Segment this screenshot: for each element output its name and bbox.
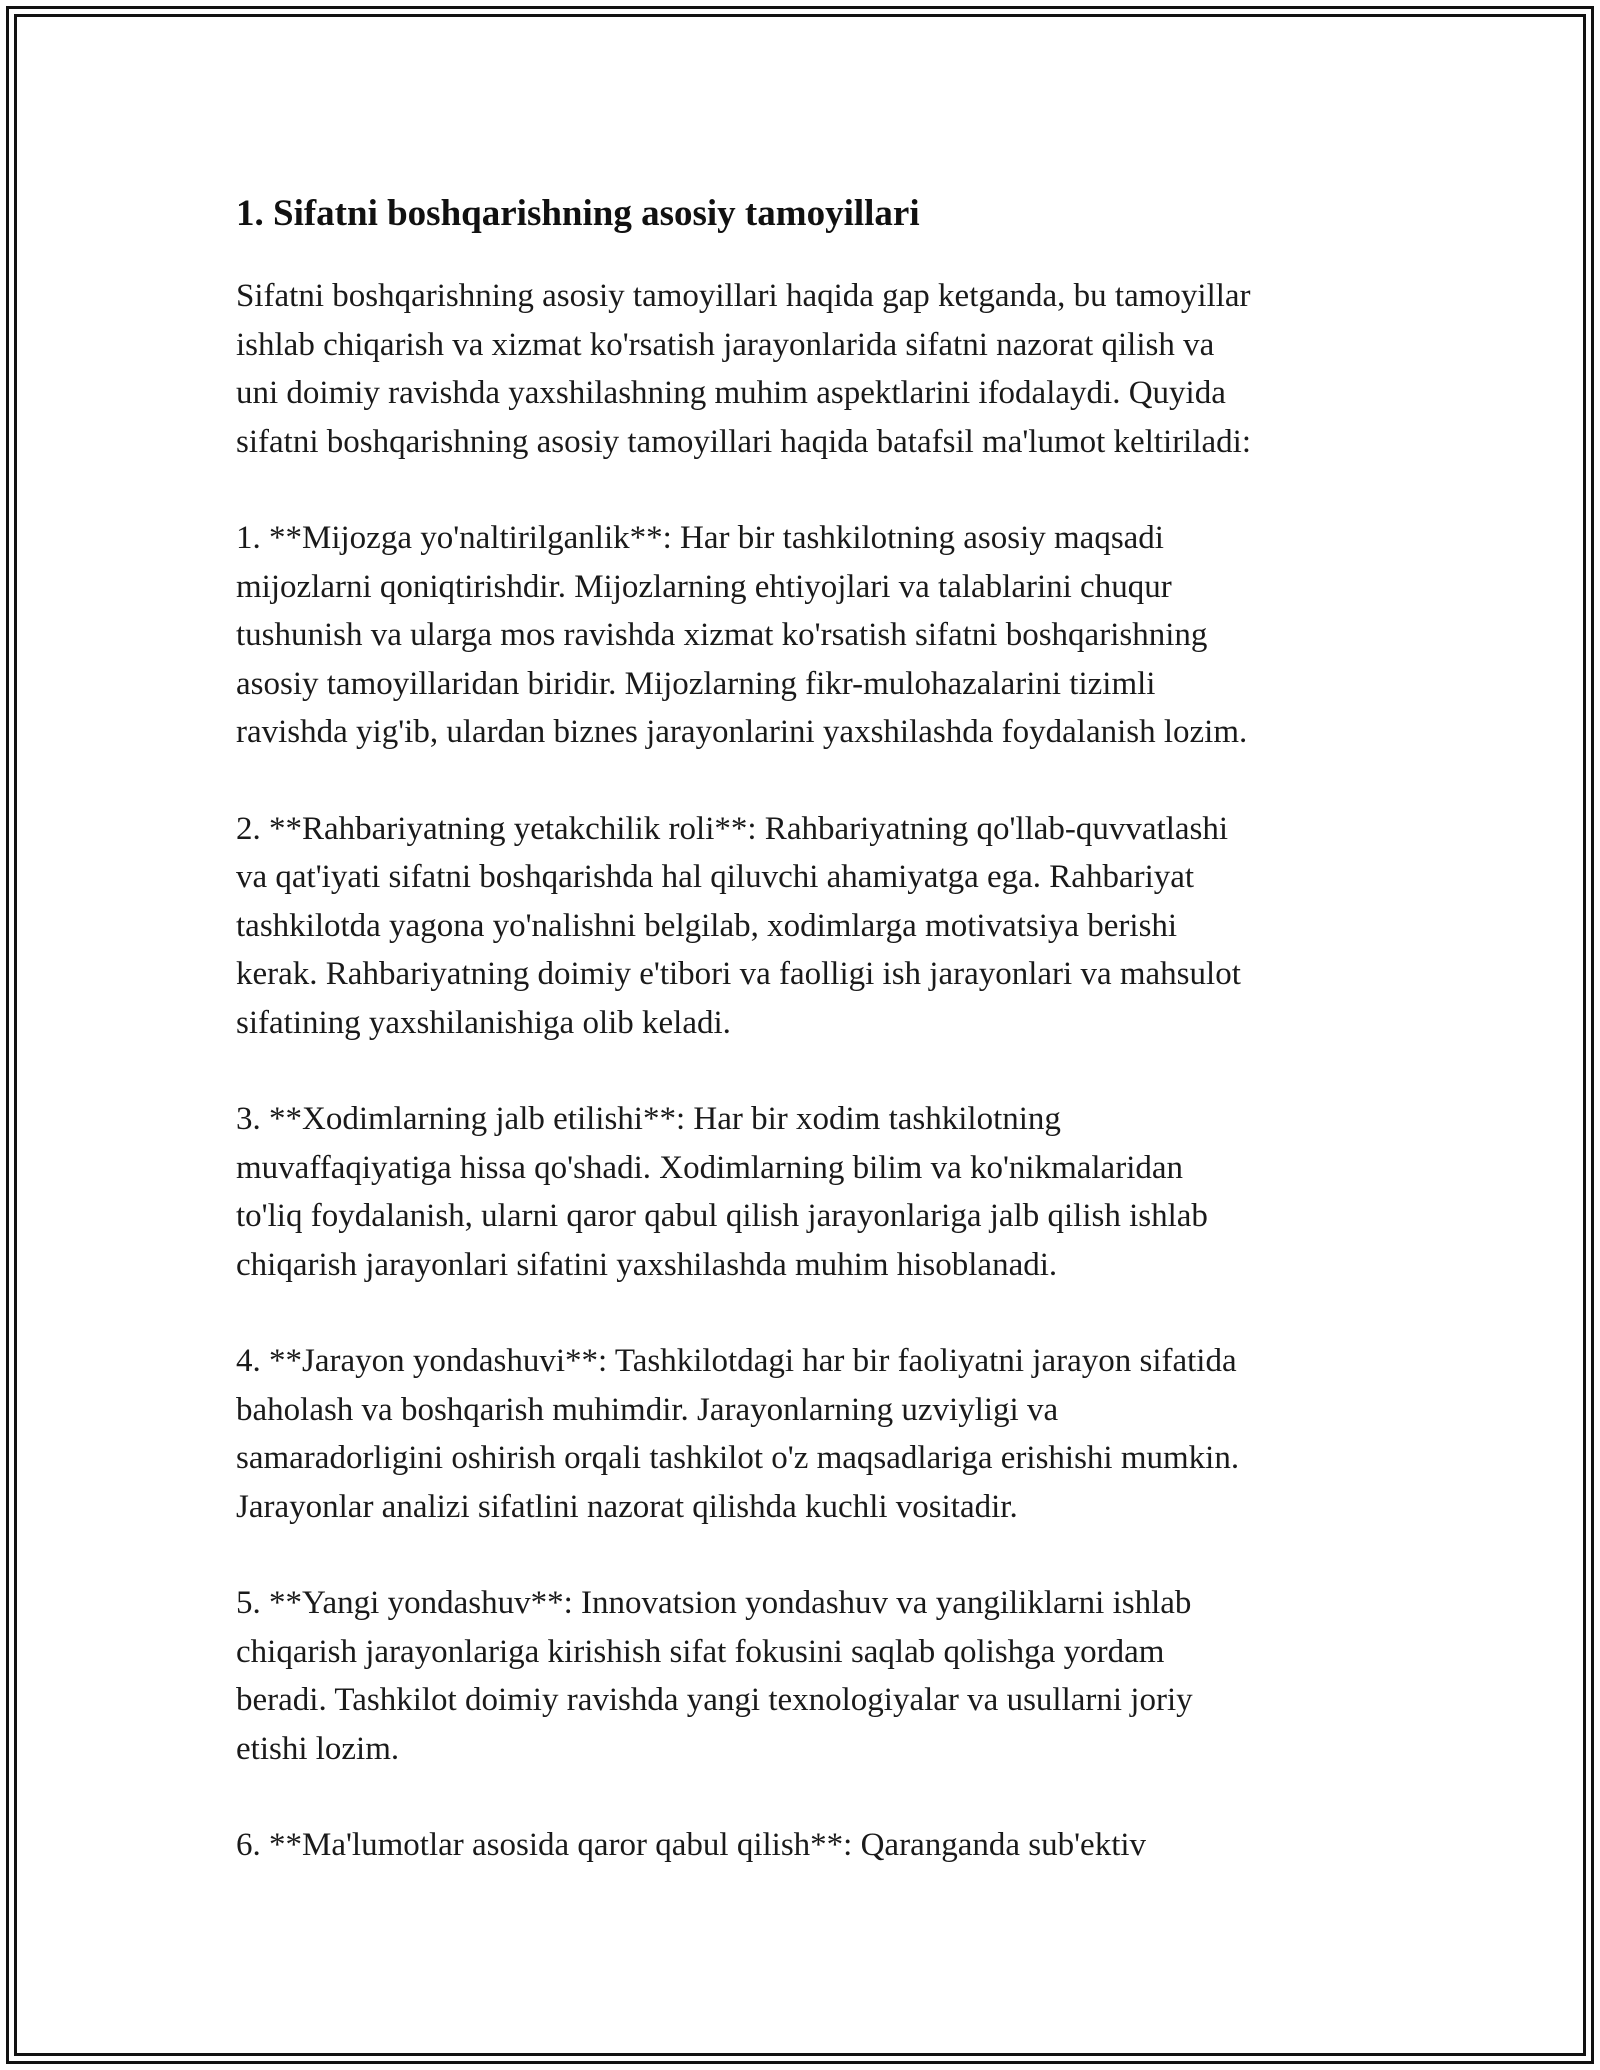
intro-paragraph (236, 272, 1386, 466)
text-line: va qat'iyati sifatni boshqarishda hal qiluvchi ahamiyatga ega. Rahbariyat (236, 859, 1195, 895)
text-line: baholash va boshqarish muhimdir. Jarayonlarning uzviyligi va (236, 1391, 1059, 1428)
text-line: tushunish va ularga mos ravishda xizmat ko'rsatish sifatni boshqarishning (236, 617, 1208, 653)
text-line: asosiy tamoyillaridan biridir. Mijozlarning fikr-mulohazalarini tizimli (236, 665, 1156, 702)
text-line: beradi. Tashkilot doimiy ravishda yangi texnologiyalar va usullarni joriy (236, 1682, 1193, 1718)
section-heading: 1. Sifatni boshqarishning asosiy tamoyillari (236, 193, 920, 234)
text-line: uni doimiy ravishda yaxshilashning muhim aspektlarini ifodalaydi. Quyida (236, 375, 1226, 411)
text-line: mijozlarni qoniqtirishdir. Mijozlarning ehtiyojlari va talablarini chuqur (236, 568, 1172, 605)
principle-3-paragraph (236, 1095, 1386, 1289)
text-line: 6. **Ma'lumotlar asosida qaror qabul qilish**: Qaranganda sub'ektiv (236, 1827, 1147, 1863)
principle-6-paragraph (236, 1821, 1386, 1870)
text-line: ishlab chiqarish va xizmat ko'rsatish jarayonlarida sifatni nazorat qilish va (236, 326, 1215, 363)
text-line: 4. **Jarayon yondashuvi**: Tashkilotdagi har bir faoliyatni jarayon sifatida (236, 1343, 1237, 1379)
text-line: etishi lozim. (236, 1730, 400, 1767)
document-body (236, 186, 1386, 1918)
text-line: samaradorligini oshirish orqali tashkilot o'z maqsadlariga erishishi mumkin. (236, 1440, 1240, 1476)
text-line: chiqarish jarayonlari sifatini yaxshilashda muhim hisoblanadi. (236, 1246, 1058, 1283)
principle-1-paragraph (236, 514, 1386, 757)
text-line: 2. **Rahbariyatning yetakchilik roli**: Rahbariyatning qo'llab-quvvatlashi (236, 810, 1229, 847)
text-line: Jarayonlar analizi sifatlini nazorat qilishda kuchli vositadir. (236, 1488, 1018, 1525)
text-line: kerak. Rahbariyatning doimiy e'tibori va faolligi ish jarayonlari va mahsulot (236, 956, 1241, 992)
principle-5-paragraph (236, 1579, 1386, 1773)
text-line: muvaffaqiyatiga hissa qo'shadi. Xodimlarning bilim va ko'nikmalaridan (236, 1149, 1184, 1186)
text-line: ravishda yig'ib, ulardan biznes jarayonlarini yaxshilashda foydalanish lozim. (236, 714, 1248, 750)
text-line: tashkilotda yagona yo'nalishni belgilab, xodimlarga motivatsiya berishi (236, 907, 1178, 944)
text-line: 5. **Yangi yondashuv**: Innovatsion yondashuv va yangiliklarni ishlab (236, 1585, 1192, 1621)
text-line: sifatining yaxshilanishiga olib keladi. (236, 1004, 731, 1041)
text-line: Sifatni boshqarishning asosiy tamoyillari haqida gap ketganda, bu tamoyillar (236, 278, 1251, 314)
text-line: to'liq foydalanish, ularni qaror qabul qilish jarayonlariga jalb qilish ishlab (236, 1198, 1208, 1234)
principle-2-paragraph (236, 805, 1386, 1048)
text-line: 3. **Xodimlarning jalb etilishi**: Har bir xodim tashkilotning (236, 1101, 1061, 1137)
text-line: sifatni boshqarishning asosiy tamoyillari haqida batafsil ma'lumot keltiriladi: (236, 423, 1252, 460)
text-line: 1. **Mijozga yo'naltirilganlik**: Har bir tashkilotning asosiy maqsadi (236, 520, 1164, 556)
text-line: chiqarish jarayonlariga kirishish sifat fokusini saqlab qolishga yordam (236, 1633, 1165, 1670)
principle-4-paragraph (236, 1337, 1386, 1531)
